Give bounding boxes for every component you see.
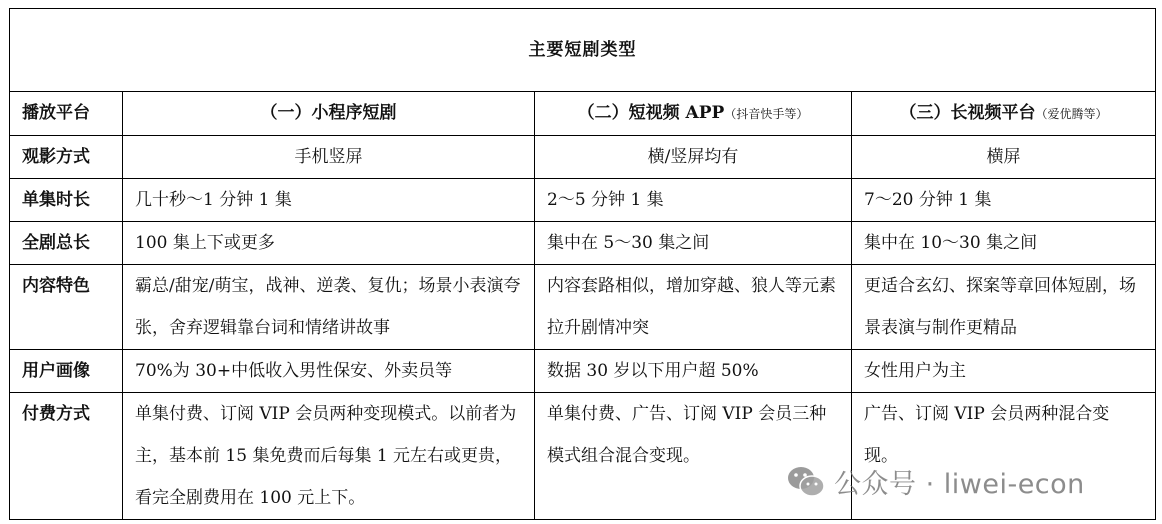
table-cell: 几十秒～1 分钟 1 集 (123, 179, 535, 222)
col-header-label: （一）小程序短剧 (260, 103, 397, 123)
wechat-icon (786, 465, 826, 499)
table-cell: 集中在 5～30 集之间 (535, 222, 852, 265)
col-header-note: （爱优腾等） (1035, 107, 1108, 121)
table-title: 主要短剧类型 (10, 9, 1156, 92)
row-label-payment: 付费方式 (10, 393, 123, 520)
table-cell: 广告、订阅 VIP 会员两种混合变现。 (852, 393, 1156, 520)
watermark-text: 公众号 · liwei-econ (834, 469, 1085, 500)
table-cell: 横/竖屏均有 (535, 136, 852, 179)
col-header-label: （三）长视频平台 (899, 103, 1036, 123)
row-label-episode-length: 单集时长 (10, 179, 123, 222)
col-header-mini-program (123, 92, 535, 136)
row-header-platform: 播放平台 (10, 92, 123, 136)
col-header-label: （二）短视频 APP (577, 103, 725, 123)
table-cell: 单集付费、广告、订阅 VIP 会员三种模式组合混合变现。 (535, 393, 852, 520)
watermark (786, 462, 1085, 501)
col-header-short-video-app (535, 92, 852, 136)
table-cell: 100 集上下或更多 (123, 222, 535, 265)
table-cell: 7～20 分钟 1 集 (852, 179, 1156, 222)
col-header-long-video (852, 92, 1156, 136)
table-cell: 横屏 (852, 136, 1156, 179)
table-cell: 女性用户为主 (852, 350, 1156, 393)
table-cell: 70%为 30+中低收入男性保安、外卖员等 (123, 350, 535, 393)
short-drama-table (9, 8, 1156, 520)
table-cell: 更适合玄幻、探案等章回体短剧，场景表演与制作更精品 (852, 265, 1156, 350)
table-cell: 霸总/甜宠/萌宝，战神、逆袭、复仇；场景小表演夸张，舍弃逻辑靠台词和情绪讲故事 (123, 265, 535, 350)
table-cell: 数据 30 岁以下用户超 50% (535, 350, 852, 393)
col-header-note: （抖音快手等） (724, 107, 809, 121)
row-label-user-profile: 用户画像 (10, 350, 123, 393)
table-cell: 内容套路相似，增加穿越、狼人等元素拉升剧情冲突 (535, 265, 852, 350)
table-cell: 单集付费、订阅 VIP 会员两种变现模式。以前者为主，基本前 15 集免费而后每集 1 元左右或更贵，看完全剧费用在 100 元上下。 (123, 393, 535, 520)
table-cell: 手机竖屏 (123, 136, 535, 179)
table-cell: 集中在 10～30 集之间 (852, 222, 1156, 265)
row-label-viewing: 观影方式 (10, 136, 123, 179)
row-label-total-length: 全剧总长 (10, 222, 123, 265)
row-label-content: 内容特色 (10, 265, 123, 350)
table-cell: 2～5 分钟 1 集 (535, 179, 852, 222)
